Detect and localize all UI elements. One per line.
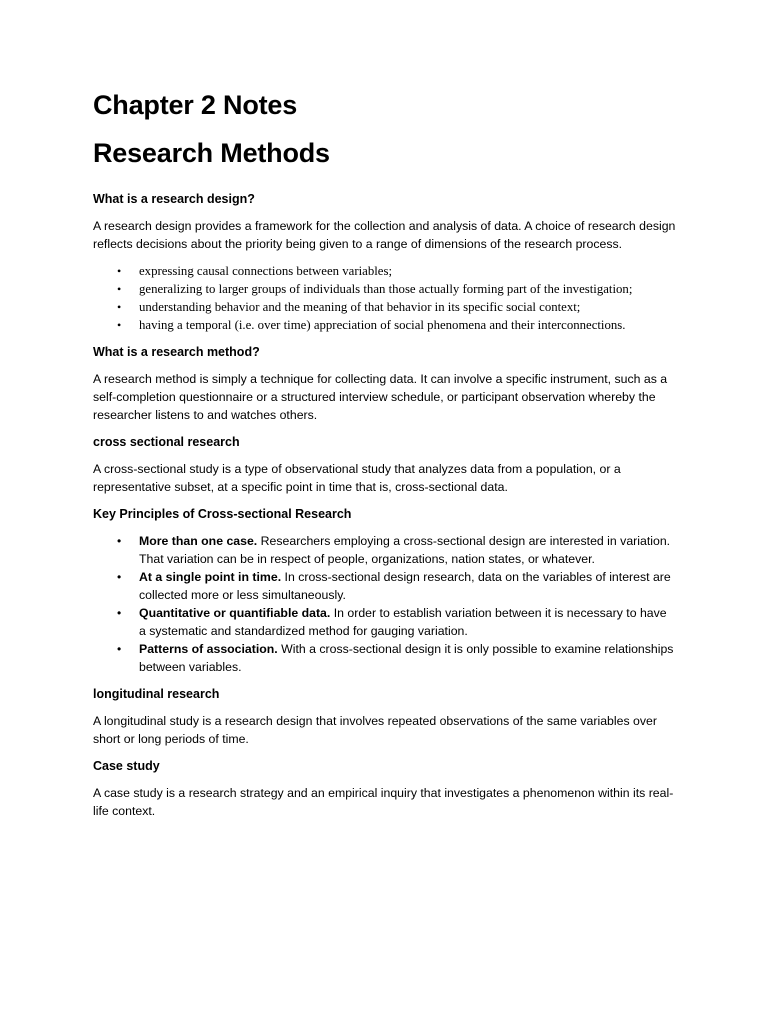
principle-lead: More than one case. bbox=[139, 534, 258, 548]
list-item bbox=[93, 262, 676, 280]
list-item-text: generalizing to larger groups of individuals than those actually forming part of the investigation; bbox=[139, 282, 633, 296]
research-method-heading: What is a research method? bbox=[93, 345, 260, 359]
bullet-icon: • bbox=[117, 606, 122, 620]
longitudinal-heading: longitudinal research bbox=[93, 687, 220, 701]
list-item-text: having a temporal (i.e. over time) appreciation of social phenomena and their interconnections. bbox=[139, 318, 626, 332]
longitudinal-section bbox=[93, 685, 676, 748]
list-item bbox=[93, 316, 676, 334]
case-study-heading: Case study bbox=[93, 759, 160, 773]
chapter-title: Chapter 2 Notes bbox=[93, 90, 298, 120]
list-item-text: expressing causal connections between variables; bbox=[139, 264, 393, 278]
research-design-list bbox=[93, 262, 676, 334]
case-study-section bbox=[93, 757, 676, 820]
list-item bbox=[93, 532, 676, 568]
bullet-icon: • bbox=[117, 642, 122, 656]
list-item bbox=[93, 298, 676, 316]
research-design-heading: What is a research design? bbox=[93, 192, 255, 206]
bullet-icon: • bbox=[117, 282, 122, 296]
list-item bbox=[93, 640, 676, 676]
principle-lead: Patterns of association. bbox=[139, 642, 278, 656]
key-principles-list bbox=[93, 532, 676, 676]
list-item bbox=[93, 280, 676, 298]
research-method-paragraph: A research method is simply a technique for collecting data. It can involve a specific instrument, such as a self-completion questionnaire or a structured interview schedule, or participant observation whereby the researcher listens to and watches others. bbox=[93, 372, 668, 422]
principle-lead: Quantitative or quantifiable data. bbox=[139, 606, 331, 620]
cross-sectional-section bbox=[93, 433, 676, 496]
cross-sectional-paragraph: A cross-sectional study is a type of observational study that analyzes data from a population, or a representative subset, at a specific point in time that is, cross-sectional data. bbox=[93, 462, 621, 494]
bullet-icon: • bbox=[117, 534, 122, 548]
key-principles-heading: Key Principles of Cross-sectional Research bbox=[93, 507, 352, 521]
longitudinal-paragraph: A longitudinal study is a research design that involves repeated observations of the same variables over short or long periods of time. bbox=[93, 714, 657, 746]
list-item-text: understanding behavior and the meaning of that behavior in its specific social context; bbox=[139, 300, 581, 314]
document-title: Research Methods bbox=[93, 138, 330, 168]
bullet-icon: • bbox=[117, 300, 122, 314]
bullet-icon: • bbox=[117, 264, 122, 278]
research-design-paragraph: A research design provides a framework for the collection and analysis of data. A choice of research design reflects decisions about the priority being given to a range of dimensions of the research process. bbox=[93, 219, 676, 251]
cross-sectional-heading: cross sectional research bbox=[93, 435, 240, 449]
principle-text: In order to establish variation between it is necessary to have a systematic and standardized method for gauging variation. bbox=[139, 606, 667, 638]
principle-text: Researchers employing a cross-sectional design are interested in variation. That variation can be in respect of people, organizations, nation states, or whatever. bbox=[139, 534, 671, 566]
bullet-icon: • bbox=[117, 318, 122, 332]
research-method-section bbox=[93, 343, 676, 424]
list-item bbox=[93, 568, 676, 604]
principle-lead: At a single point in time. bbox=[139, 570, 282, 584]
principle-text: In cross-sectional design research, data on the variables of interest are collected more or less simultaneously. bbox=[139, 570, 671, 602]
list-item bbox=[93, 604, 676, 640]
key-principles-section bbox=[93, 505, 676, 676]
research-design-section bbox=[93, 190, 676, 334]
principle-text: With a cross-sectional design it is only possible to examine relationships between variables. bbox=[139, 642, 674, 674]
bullet-icon: • bbox=[117, 570, 122, 584]
case-study-paragraph: A case study is a research strategy and an empirical inquiry that investigates a phenomenon within its real-life context. bbox=[93, 786, 674, 818]
